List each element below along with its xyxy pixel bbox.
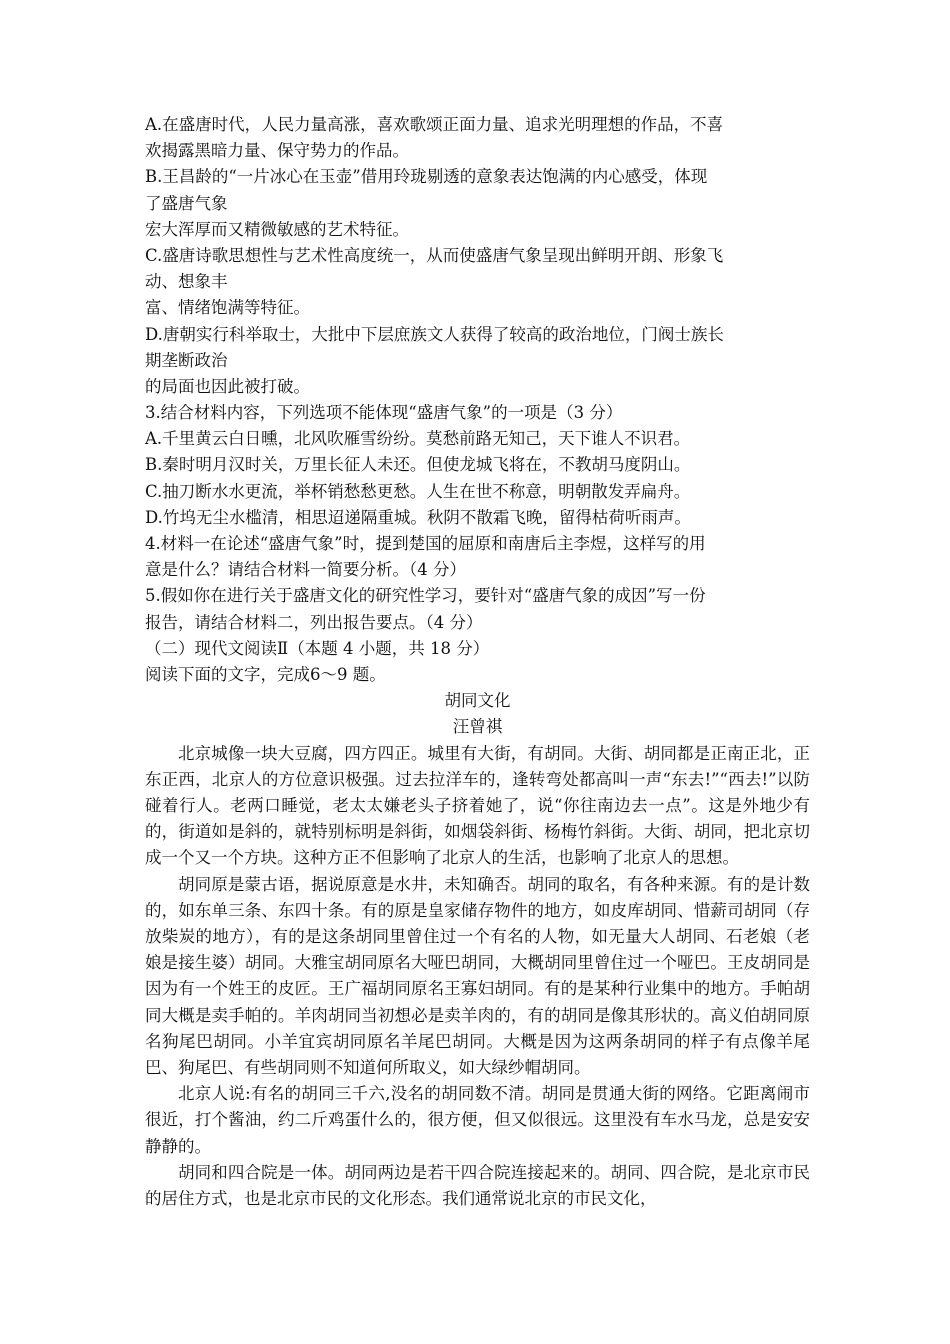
option-2d-line-2: 期垄断政治 (145, 350, 228, 370)
question-3-stem: 3.结合材料内容，下列选项不能体现“盛唐气象”的一项是（3 分） (145, 403, 623, 423)
article-title: 胡同文化 (444, 691, 511, 711)
option-2b-line-1: B.王昌龄的“一片冰心在玉壶”借用玲珑剔透的意象表达饱满的内心感受，体现 (145, 167, 708, 187)
option-2c-line-1: C.盛唐诗歌思想性与艺术性高度统一，从而使盛唐气象呈现出鲜明开朗、形象飞 (145, 245, 724, 265)
question-4-line-2: 意是什么？请结合材料一简要分析。（4 分） (145, 560, 466, 580)
option-2c-line-3: 富、情绪饱满等特征。 (145, 298, 310, 318)
section-instruction: 阅读下面的文字，完成6～9 题。 (145, 664, 386, 684)
option-2d-line-1: D.唐朝实行科举取士，大批中下层庶族文人获得了较高的政治地位，门阀士族长 (145, 324, 724, 344)
question-4-line-1: 4.材料一在论述“盛唐气象”时，提到楚国的屈原和南唐后主李煜，这样写的用 (145, 534, 706, 553)
article-author: 汪曾祺 (452, 717, 503, 737)
question-5-line-1: 5.假如你在进行关于盛唐文化的研究性学习，要针对“盛唐气象的成因”写一份 (145, 586, 706, 606)
option-2a-line-2: 欢揭露黑暗力量、保守势力的作品。 (145, 141, 409, 161)
option-2b-line-2: 了盛唐气象 (145, 193, 228, 213)
option-2d-line-3: 的局面也因此被打破。 (145, 376, 310, 396)
question-5-line-2: 报告，请结合材料二，列出报告要点。（4 分） (145, 612, 483, 632)
question-3-option-c: C.抽刀断水水更流，举杯销愁愁更愁。人生在世不称意，明朝散发弄扁舟。 (145, 481, 691, 501)
article-paragraph-1: 北京城像一块大豆腐，四方四正。城里有大街，有胡同。大街、胡同都是正南正北，正东正西，北京人的方位意识极强。过去拉洋车的，逢转弯处都高叫一声“东去!”“西去!”以防碰着行人。老两口睡觉，老太太嫌老头子挤着她了，说“你往南边去一点”。这是外地少有的，街道如是斜的，就特别标明是斜街，如烟袋斜街、杨梅竹斜街。大街、胡同，把北京切成一个又一个方块。这种方正不但影响了北京人的生活，也影响了北京人的思想。 (145, 743, 810, 868)
question-3-option-a: A.千里黄云白日曛，北风吹雁雪纷纷。莫愁前路无知己，天下谁人不识君。 (145, 429, 691, 449)
question-3-option-d: D.竹坞无尘水槛清，相思迢递隔重城。秋阴不散霜飞晚，留得枯荷听雨声。 (145, 507, 691, 527)
document-page (145, 112, 810, 1212)
option-2c-line-2: 动、想象丰 (145, 272, 228, 292)
article-paragraph-2: 胡同原是蒙古语，据说原意是水井，未知确否。胡同的取名，有各种来源。有的是计数的，如东单三条、东四十条。有的原是皇家储存物件的地方，如皮库胡同、惜薪司胡同（存放柴炭的地方），有的是这条胡同里曾住过一个有名的人物，如无量大人胡同、石老娘（老娘是接生婆）胡同。大雅宝胡同原名大哑巴胡同，大概胡同里曾住过一个哑巴。王皮胡同是因为有一个姓王的皮匠。王广福胡同原名王寡妇胡同。有的是某种行业集中的地方。手帕胡同大概是卖手帕的。羊肉胡同当初想必是卖羊肉的，有的胡同是像其形状的。高义伯胡同原名狗尾巴胡同。小羊宜宾胡同原名羊尾巴胡同。大概是因为这两条胡同的样子有点像羊尾巴、狗尾巴、有些胡同则不知道何所取义，如大绿纱帽胡同。 (145, 874, 810, 1077)
option-2b-line-3: 宏大浑厚而又精微敏感的艺术特征。 (145, 219, 409, 239)
article-paragraph-4: 胡同和四合院是一体。胡同两边是若干四合院连接起来的。胡同、四合院，是北京市民的居住方式，也是北京市民的文化形态。我们通常说北京的市民文化， (145, 1162, 810, 1208)
section-heading: （二）现代文阅读Ⅱ（本题 4 小题，共 18 分） (145, 638, 490, 658)
option-2a-line-1: A.在盛唐时代，人民力量高涨，喜欢歌颂正面力量、追求光明理想的作品，不喜 (145, 115, 724, 134)
question-3-option-b: B.秦时明月汉时关，万里长征人未还。但使龙城飞将在，不教胡马度阴山。 (145, 455, 691, 475)
article-paragraph-3: 北京人说:有名的胡同三千六,没名的胡同数不清。胡同是贯通大街的网络。它距离闹市很近，打个酱油，约二斤鸡蛋什么的，很方便，但又似很远。这里没有车水马龙，总是安安静静的。 (145, 1084, 810, 1156)
